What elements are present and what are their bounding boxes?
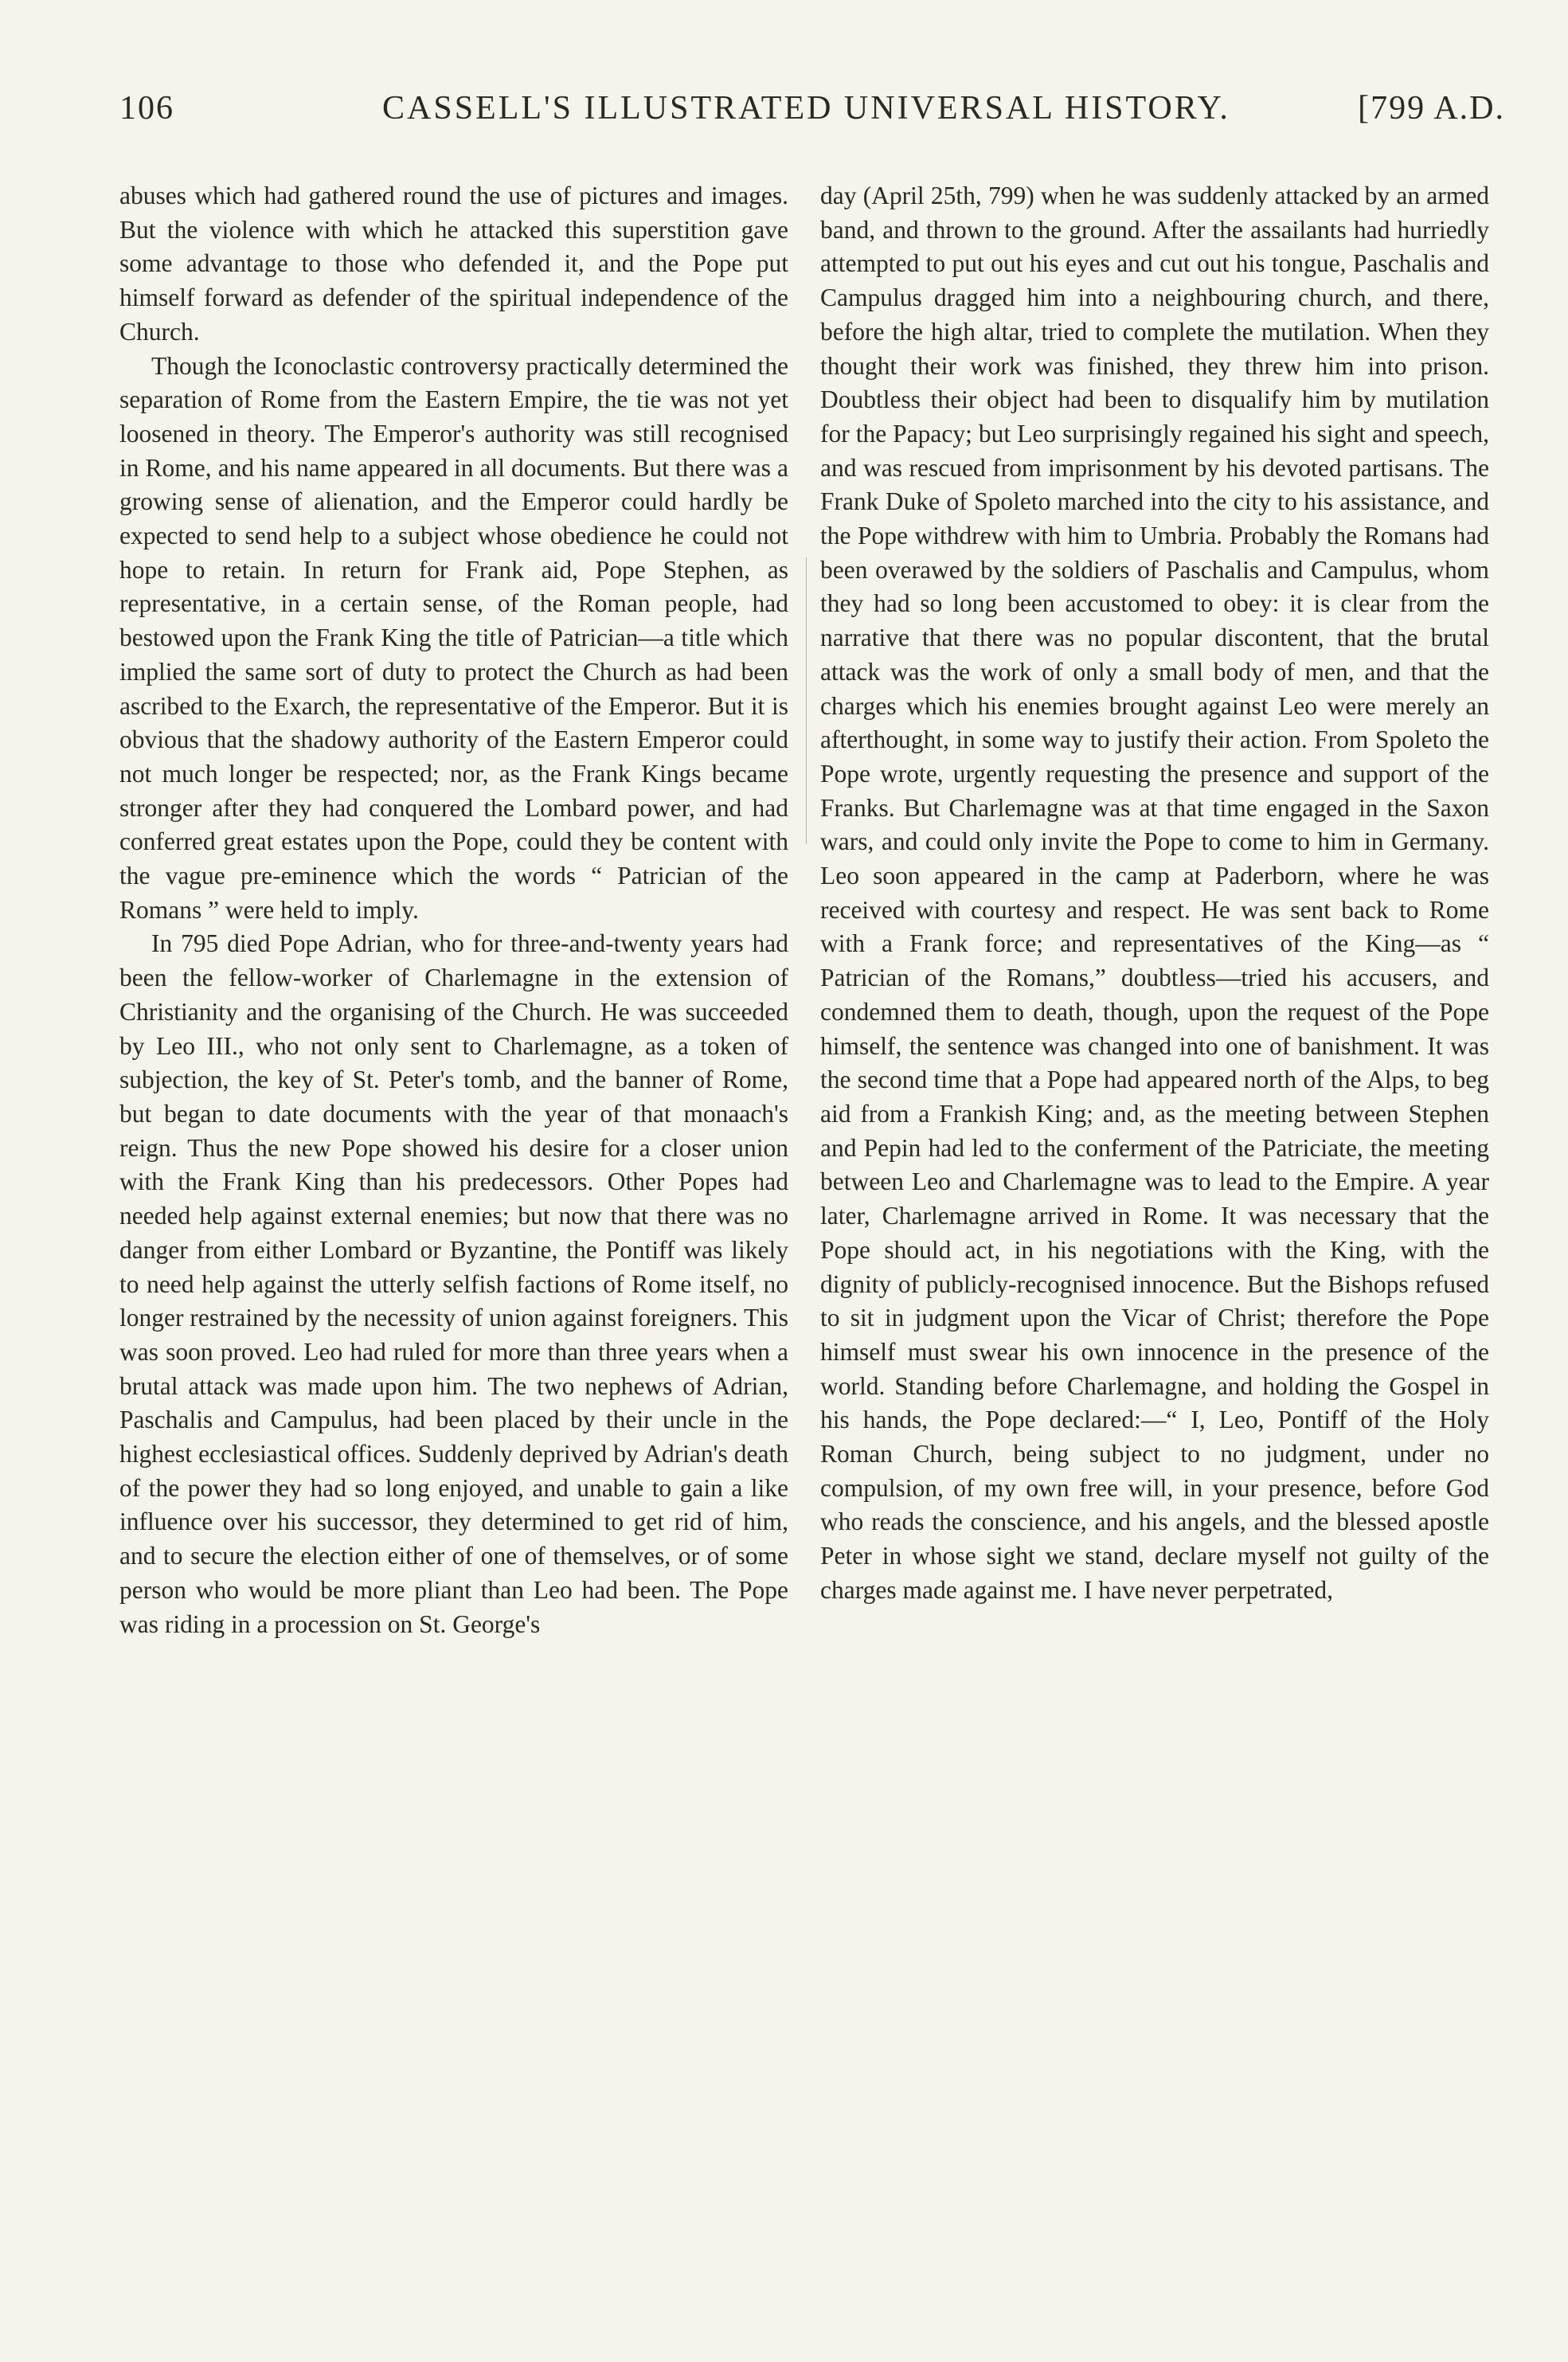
running-head (119, 89, 1505, 137)
page-number: 106 (119, 90, 174, 127)
date-marker: [799 A.D. (1358, 90, 1505, 127)
book-title: CASSELL'S ILLUSTRATED UNIVERSAL HISTORY. (382, 90, 1230, 127)
paragraph: day (April 25th, 799) when he was suddenly attacked by an armed band, and thrown to the ground. After the assailants had hurriedly attempted to put out his eyes and cut out his tongue, Paschalis and Campulus dragged him into a neighbouring church, and there, before the high altar, tried to complete the mutilation. When they thought their work was finished, they threw him into prison. Doubtless their object had been to disqualify him by mutilation for the Papacy; but Leo surprisingly regained his sight and speech, and was rescued from imprisonment by his devoted partisans. The Frank Duke of Spoleto marched into the city to his assistance, and the Pope withdrew with him to Umbria. Probably the Romans had been overawed by the soldiers of Paschalis and Campulus, whom they had so long been accustomed to obey: it is clear from the narrative that there was no popular discontent, that the brutal attack was the work of only a small body of men, and that the charges which his enemies brought against Leo were merely an afterthought, in some way to justify their action. From Spoleto the Pope wrote, urgently requesting the presence and support of the Franks. But Charlemagne was at that time engaged in the Saxon wars, and could only invite the Pope to come to him in Germany. Leo soon appeared in the camp at Paderborn, where he was received with courtesy and respect. He was sent back to Rome with a Frank force; and representatives of the King—as “ Patrician of the Romans,” doubtless—tried his accusers, and condemned them to death, though, upon the request of the Pope himself, the sentence was changed into one of banishment. It was the second time that a Pope had appeared north of the Alps, to beg aid from a Frankish King; and, as the meeting between Stephen and Pepin had led to the conferment of the Patriciate, the meeting between Leo and Charlemagne was to lead to the Empire. A year later, Charlemagne arrived in Rome. It was necessary that the Pope should act, in his negotiations with the King, with the dignity of publicly-recognised innocence. But the Bishops refused to sit in judgment upon the Vicar of Christ; therefore the Pope himself must swear his own innocence in the presence of the world. Standing before Charlemagne, and holding the Gospel in his hands, the Pope declared:—“ I, Leo, Pontiff of the Holy Roman Church, being subject to no judgment, under no compulsion, of my own free will, in your presence, before God who reads the conscience, and his angels, and the blessed apostle Peter in whose sight we stand, declare myself not guilty of the charges made against me. I have never perpetrated, (820, 182, 1489, 1604)
right-column (820, 179, 1489, 1608)
paragraph: In 795 died Pope Adrian, who for three-and-twenty years had been the fellow-worker of Charlemagne in the extension of Christianity and the organising of the Church. He was succeeded by Leo III., who not only sent to Charlemagne, as a token of subjection, the key of St. Peter's tomb, and the banner of Rome, but began to date documents with the year of that monaach's reign. Thus the new Pope showed his desire for a closer union with the Frank King than his predecessors. Other Popes had needed help against external enemies; but now that there was no danger from either Lombard or Byzantine, the Pontiff was likely to need help against the utterly selfish factions of Rome itself, no longer restrained by the necessity of union against foreigners. This was soon proved. Leo had ruled for more than three years when a brutal attack was made upon him. The two nephews of Adrian, Paschalis and Campulus, had been placed by their uncle in the highest ecclesiastical offices. Suddenly deprived by Adrian's death of the power they had so long enjoyed, and unable to gain a like influence over his successor, they determined to get rid of him, and to secure the election either of one of themselves, or of some person who would be more pliant than Leo had been. The Pope was riding in a procession on St. George's (119, 929, 788, 1638)
left-column (119, 179, 788, 1641)
paragraph: Though the Iconoclastic controversy practically determined the separation of Rome from the Eastern Empire, the tie was not yet loosened in theory. The Emperor's authority was still recognised in Rome, and his name appeared in all documents. But there was a growing sense of alienation, and the Emperor could hardly be expected to send help to a subject whose obedience he could not hope to retain. In return for Frank aid, Pope Stephen, as representative, in a certain sense, of the Roman people, had bestowed upon the Frank King the title of Patrician—a title which implied the same sort of duty to protect the Church as had been ascribed to the Exarch, the representative of the Emperor. But it is obvious that the shadowy authority of the Eastern Emperor could not much longer be respected; nor, as the Frank Kings became stronger after they had conquered the Lombard power, and had conferred great estates upon the Pope, could they be content with the vague pre-eminence which the words “ Patrician of the Romans ” were held to imply. (119, 351, 788, 924)
column-divider (806, 557, 807, 844)
paragraph: abuses which had gathered round the use of pictures and images. But the violence with which he attacked this superstition gave some advantage to those who defended it, and the Pope put himself forward as defender of the spiritual independence of the Church. (119, 182, 788, 346)
